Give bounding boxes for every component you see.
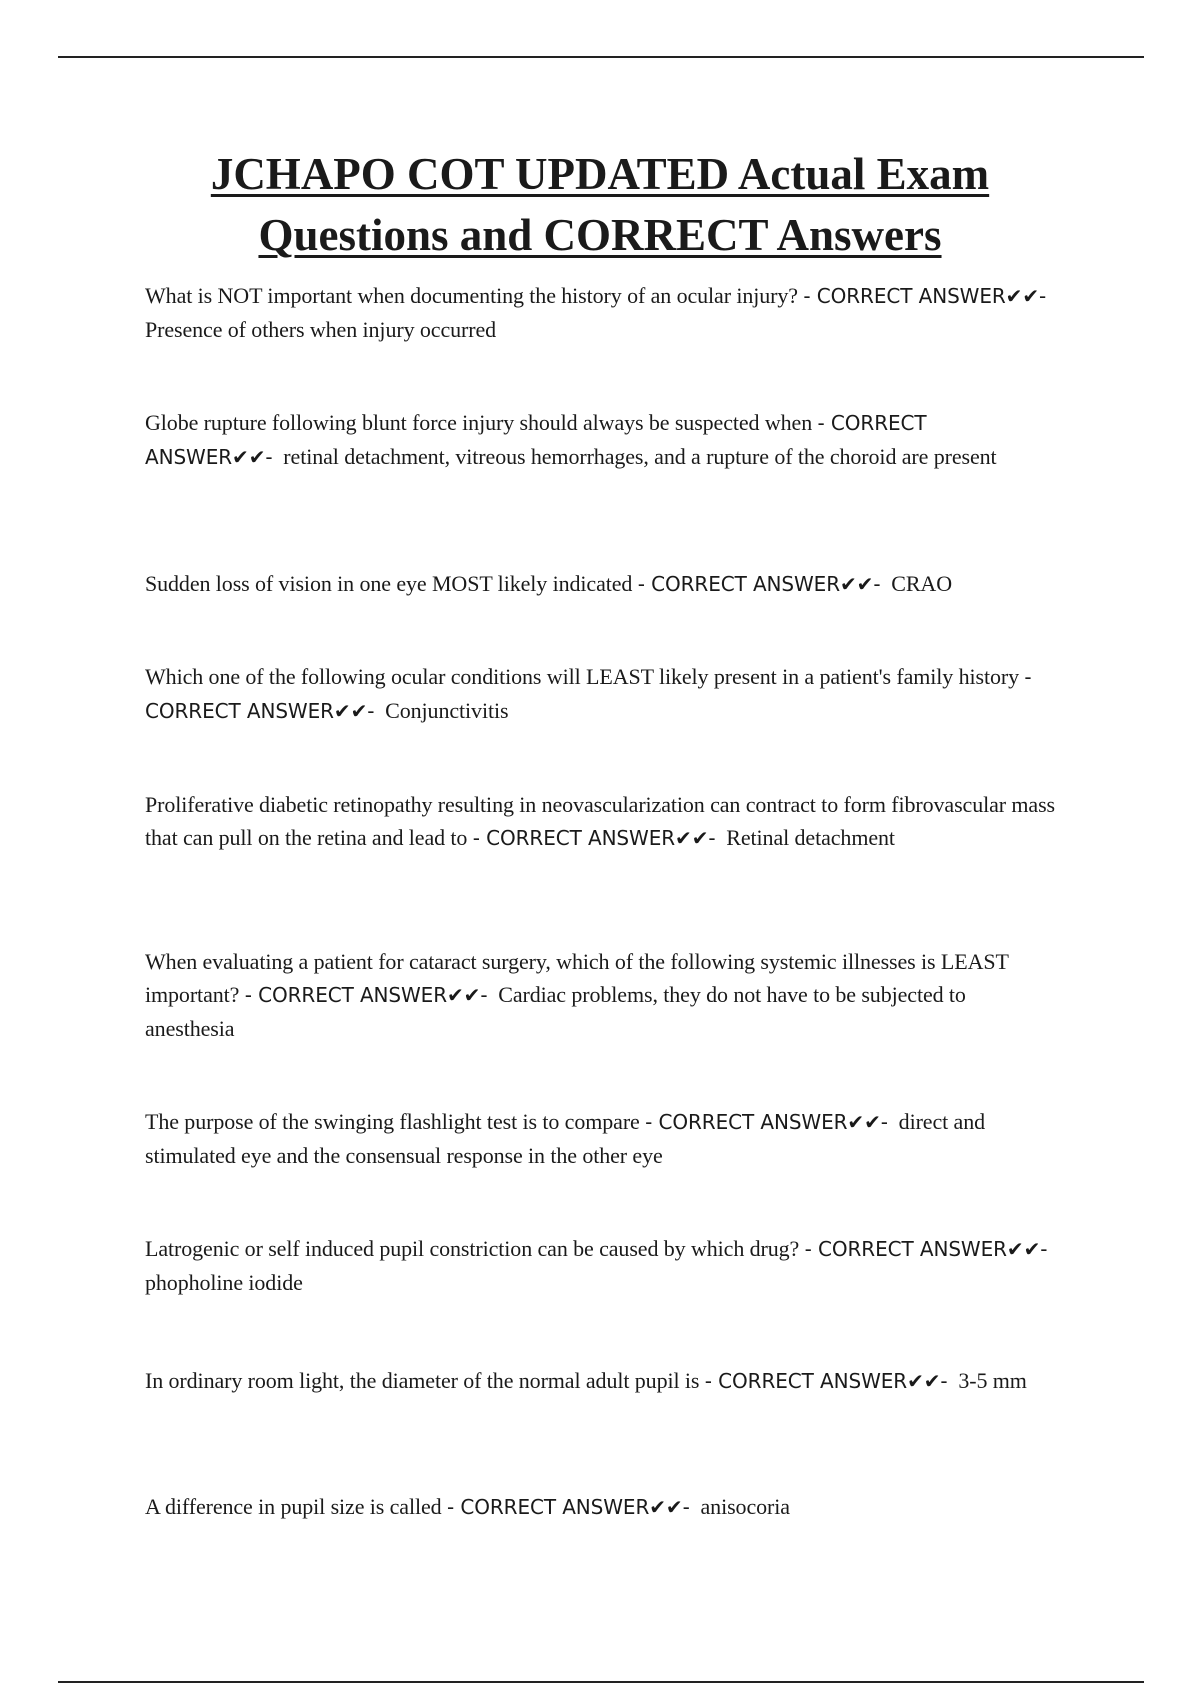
qa-item <box>145 1232 1060 1299</box>
title-line-2: Questions and CORRECT Answers <box>258 210 942 260</box>
question-text: Sudden loss of vision in one eye MOST likely indicated <box>145 571 633 596</box>
qa-item <box>145 1105 1060 1172</box>
answer-text: Presence of others when injury occurred <box>145 317 497 342</box>
answer-text: retinal detachment, vitreous hemorrhages, and a rupture of the choroid are present <box>283 444 997 469</box>
correct-answer-marker: - CORRECT ANSWER✔✔- <box>244 983 488 1007</box>
correct-answer-marker: - CORRECT ANSWER✔✔- <box>704 1369 948 1393</box>
qa-item <box>145 945 1060 1045</box>
question-text: Which one of the following ocular conditions will LEAST likely present in a patient's family history <box>145 664 1019 689</box>
qa-item <box>145 279 1060 346</box>
question-text: Proliferative diabetic retinopathy resulting in neovascularization can contract to form fibrovascular mass that can pull on the retina and lead to <box>145 792 1056 850</box>
question-text: In ordinary room light, the diameter of the normal adult pupil is <box>145 1368 700 1393</box>
qa-item <box>145 1364 1060 1398</box>
correct-answer-marker: - CORRECT ANSWER✔✔- <box>145 411 927 469</box>
question-text: Latrogenic or self induced pupil constriction can be caused by which drug? <box>145 1236 800 1261</box>
qa-item <box>145 567 1060 601</box>
answer-text: Cardiac problems, they do not have to be subjected to anesthesia <box>145 982 966 1041</box>
correct-answer-marker: - CORRECT ANSWER✔✔- <box>145 665 1032 723</box>
correct-answer-marker: - CORRECT ANSWER✔✔- <box>637 572 881 596</box>
qa-item <box>145 788 1060 855</box>
correct-answer-marker: - CORRECT ANSWER✔✔- <box>803 284 1047 308</box>
answer-text: CRAO <box>891 571 952 596</box>
bottom-rule <box>58 1681 1144 1683</box>
question-text: Globe rupture following blunt force injury should always be suspected when <box>145 410 813 435</box>
qa-item <box>145 406 1060 474</box>
qa-list <box>145 0 1060 1700</box>
qa-item <box>145 660 1060 728</box>
answer-text: anisocoria <box>700 1494 790 1519</box>
correct-answer-marker: - CORRECT ANSWER✔✔- <box>645 1110 888 1134</box>
correct-answer-marker: - CORRECT ANSWER✔✔- <box>804 1237 1048 1261</box>
qa-item <box>145 1490 1060 1524</box>
answer-text: Conjunctivitis <box>385 698 509 723</box>
answer-text: Retinal detachment <box>726 825 895 850</box>
title-line-1: JCHAPO COT UPDATED Actual Exam <box>210 149 990 199</box>
answer-text: phopholine iodide <box>145 1270 303 1295</box>
answer-text: 3-5 mm <box>958 1368 1027 1393</box>
question-text: The purpose of the swinging flashlight test is to compare <box>145 1109 640 1134</box>
question-text: A difference in pupil size is called <box>145 1494 442 1519</box>
correct-answer-marker: - CORRECT ANSWER✔✔- <box>472 826 716 850</box>
question-text: When evaluating a patient for cataract surgery, which of the following systemic illnesses is LEAST important? <box>145 949 1009 1007</box>
correct-answer-marker: - CORRECT ANSWER✔✔- <box>446 1495 690 1519</box>
answer-text: direct and stimulated eye and the consensual response in the other eye <box>145 1109 986 1168</box>
question-text: What is NOT important when documenting the history of an ocular injury? <box>145 283 798 308</box>
